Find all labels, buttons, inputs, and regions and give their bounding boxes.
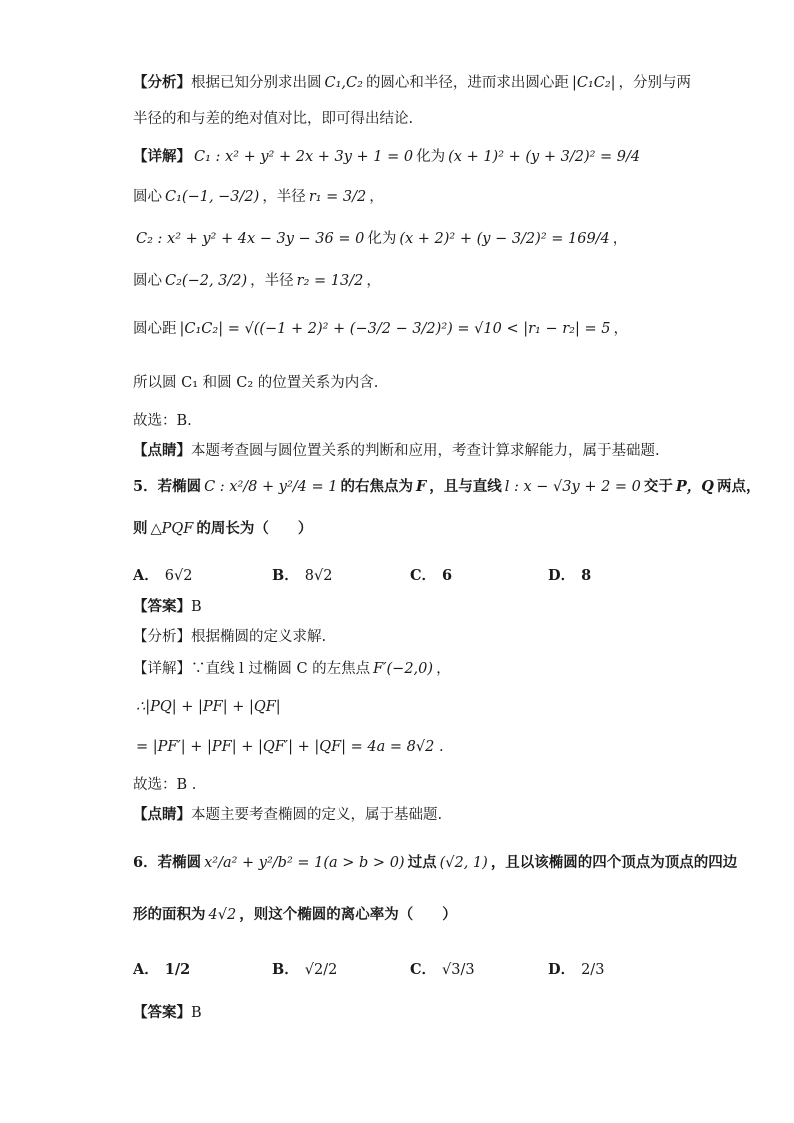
- question-6-line-1: [133, 856, 737, 871]
- analysis-text: 根据已知分别求出圆: [191, 75, 322, 91]
- answer-tag: 【答案】: [133, 1004, 191, 1021]
- question-number: 6．: [133, 854, 158, 871]
- question-text: ，且与直线: [429, 478, 502, 495]
- analysis-tag: 【分析】: [133, 629, 191, 645]
- math-area: 4√2: [208, 907, 237, 923]
- distance-formula: |C₁C₂| = √((−1 + 2)² + (−3/2 − 3/2)²) = √10 < |r₁ − r₂| = 5: [179, 321, 611, 337]
- detail-text: ，: [436, 661, 451, 677]
- option-value: 6: [442, 567, 453, 584]
- question-text: 的周长为（ ）: [196, 520, 313, 537]
- detail-text: 化为: [416, 149, 446, 165]
- comment-tag: 【点睛】: [133, 806, 191, 823]
- center-c1: C₁(−1, −3/2): [165, 189, 260, 205]
- option-value: √3/3: [442, 962, 475, 978]
- option-value: 8√2: [304, 568, 333, 584]
- question-text: 交于: [643, 478, 673, 495]
- math-ellipse: x²/a² + y²/b² = 1(a > b > 0): [204, 855, 405, 871]
- math-triangle: △PQF: [150, 521, 194, 537]
- answer-value: B: [191, 1005, 202, 1021]
- analysis-tag: 【分析】: [133, 74, 191, 91]
- analysis-line-1: [133, 76, 691, 91]
- comment-line: [133, 444, 660, 459]
- option-label: B．: [272, 567, 299, 584]
- option-label: D．: [548, 567, 576, 584]
- choose-line: 故选：B.: [133, 413, 192, 429]
- question-text: ，则这个椭圆的离心率为（ ）: [239, 906, 457, 923]
- math-c1-c2: C₁,C₂: [324, 75, 363, 91]
- option-d[interactable]: [548, 564, 591, 585]
- question-text: ，且以该椭圆的四个顶点为顶点的四边: [490, 854, 738, 871]
- radius-r1: r₁ = 3/2: [308, 189, 367, 205]
- option-label: D．: [548, 961, 576, 978]
- math-step-1: ∴|PQ| + |PF| + |QF|: [136, 699, 281, 715]
- analysis-text: 的圆心和半径，进而求出圆心距: [365, 75, 569, 91]
- detail-line: [133, 662, 451, 677]
- comment-line: [133, 808, 442, 823]
- comment-tag: 【点睛】: [133, 442, 191, 459]
- option-a[interactable]: [133, 564, 192, 585]
- step-line-1: [133, 700, 284, 715]
- distance-label: 圆心距: [133, 321, 177, 337]
- answer-tag: 【答案】: [133, 598, 191, 615]
- analysis-line-2: 半径的和与差的绝对值对比，即可得出结论.: [133, 111, 414, 127]
- option-b[interactable]: [272, 958, 337, 979]
- analysis-text: 根据椭圆的定义求解.: [191, 629, 327, 645]
- option-value: 1/2: [164, 961, 191, 978]
- detail-line-2: 圆心 C₁(−1, −3/2) ，半径 r₁ = 3/2 ，: [133, 189, 384, 205]
- math-ellipse: C : x²/8 + y²/4 = 1: [204, 479, 338, 495]
- analysis-text: ，分别与两: [618, 75, 692, 91]
- option-value: 6√2: [164, 568, 193, 584]
- radius-label: ，半径: [262, 189, 306, 205]
- equation-c2: C₂ : x² + y² + 4x − 3y − 36 = 0: [136, 231, 365, 247]
- radius-label: ，半径: [250, 273, 294, 289]
- option-label: A．: [133, 961, 159, 978]
- option-value: 8: [581, 567, 592, 584]
- conclusion-line: 所以圆 C₁ 和圆 C₂ 的位置关系为内含.: [133, 375, 379, 391]
- math-distance: |C₁C₂|: [571, 75, 616, 91]
- detail-tag: 【详解】: [133, 661, 191, 677]
- detail-line-5: 圆心距 |C₁C₂| = √((−1 + 2)² + (−3/2 − 3/2)²) = √10 < |r₁ − r₂| = 5 ，: [133, 321, 628, 337]
- math-line: l : x − √3y + 2 = 0: [504, 479, 641, 495]
- question-text: 两点，: [716, 478, 761, 495]
- math-focus: F: [415, 478, 427, 495]
- option-label: C．: [410, 961, 437, 978]
- question-text: 则: [133, 520, 148, 537]
- choose-line: 故选：B .: [133, 777, 197, 793]
- center-label: 圆心: [133, 189, 162, 205]
- equation-c1-standard: (x + 1)² + (y + 3/2)² = 9/4: [448, 149, 641, 165]
- question-number: 5．: [133, 478, 158, 495]
- detail-line-1: [133, 150, 643, 165]
- equation-c2-standard: (x + 2)² + (y − 3/2)² = 169/4: [399, 231, 610, 247]
- answer-line: [133, 1006, 202, 1021]
- option-label: C．: [410, 567, 437, 584]
- question-text: 若椭圆: [157, 854, 202, 871]
- option-value: √2/2: [304, 962, 338, 978]
- question-text: 形的面积为: [133, 906, 206, 923]
- answer-value: B: [191, 599, 202, 615]
- detail-text: ∵直线 l 过椭圆 C 的左焦点: [191, 661, 371, 677]
- detail-tag: 【详解】: [133, 148, 191, 165]
- math-point: (√2, 1): [439, 855, 488, 871]
- question-5-line-1: [133, 480, 760, 495]
- question-text: 的右焦点为: [340, 478, 413, 495]
- answer-line: [133, 600, 202, 615]
- option-b[interactable]: [272, 564, 332, 585]
- question-text: 若椭圆: [157, 478, 202, 495]
- math-step-2: = |PF′| + |PF| + |QF′| + |QF| = 4a = 8√2 .: [136, 739, 444, 755]
- option-c[interactable]: [410, 564, 452, 585]
- radius-r2: r₂ = 13/2: [296, 273, 364, 289]
- option-c[interactable]: [410, 958, 475, 979]
- center-c2: C₂(−2, 3/2): [165, 273, 248, 289]
- comment-text: 本题考查圆与圆位置关系的判断和应用，考查计算求解能力，属于基础题.: [191, 443, 660, 459]
- detail-line-3: C₂ : x² + y² + 4x − 3y − 36 = 0 化为 (x + 2)² + (y − 3/2)² = 169/4 ，: [136, 231, 628, 247]
- step-line-2: [133, 740, 447, 755]
- detail-text: 化为: [367, 231, 397, 247]
- question-6-line-2: [133, 908, 457, 923]
- comment-text: 本题主要考查椭圆的定义，属于基础题.: [191, 807, 443, 823]
- option-a[interactable]: [133, 958, 190, 979]
- detail-line-4: 圆心 C₂(−2, 3/2) ，半径 r₂ = 13/2 ，: [133, 273, 381, 289]
- option-label: B．: [272, 961, 299, 978]
- option-d[interactable]: [548, 958, 604, 979]
- analysis-line: [133, 630, 326, 645]
- question-text: 过点: [407, 854, 437, 871]
- equation-c1: C₁ : x² + y² + 2x + 3y + 1 = 0: [194, 149, 414, 165]
- question-5-line-2: [133, 522, 312, 537]
- math-points: P，Q: [675, 478, 714, 495]
- math-left-focus: F′(−2,0): [373, 661, 434, 677]
- option-label: A．: [133, 567, 159, 584]
- option-value: 2/3: [581, 962, 605, 978]
- center-label: 圆心: [133, 273, 162, 289]
